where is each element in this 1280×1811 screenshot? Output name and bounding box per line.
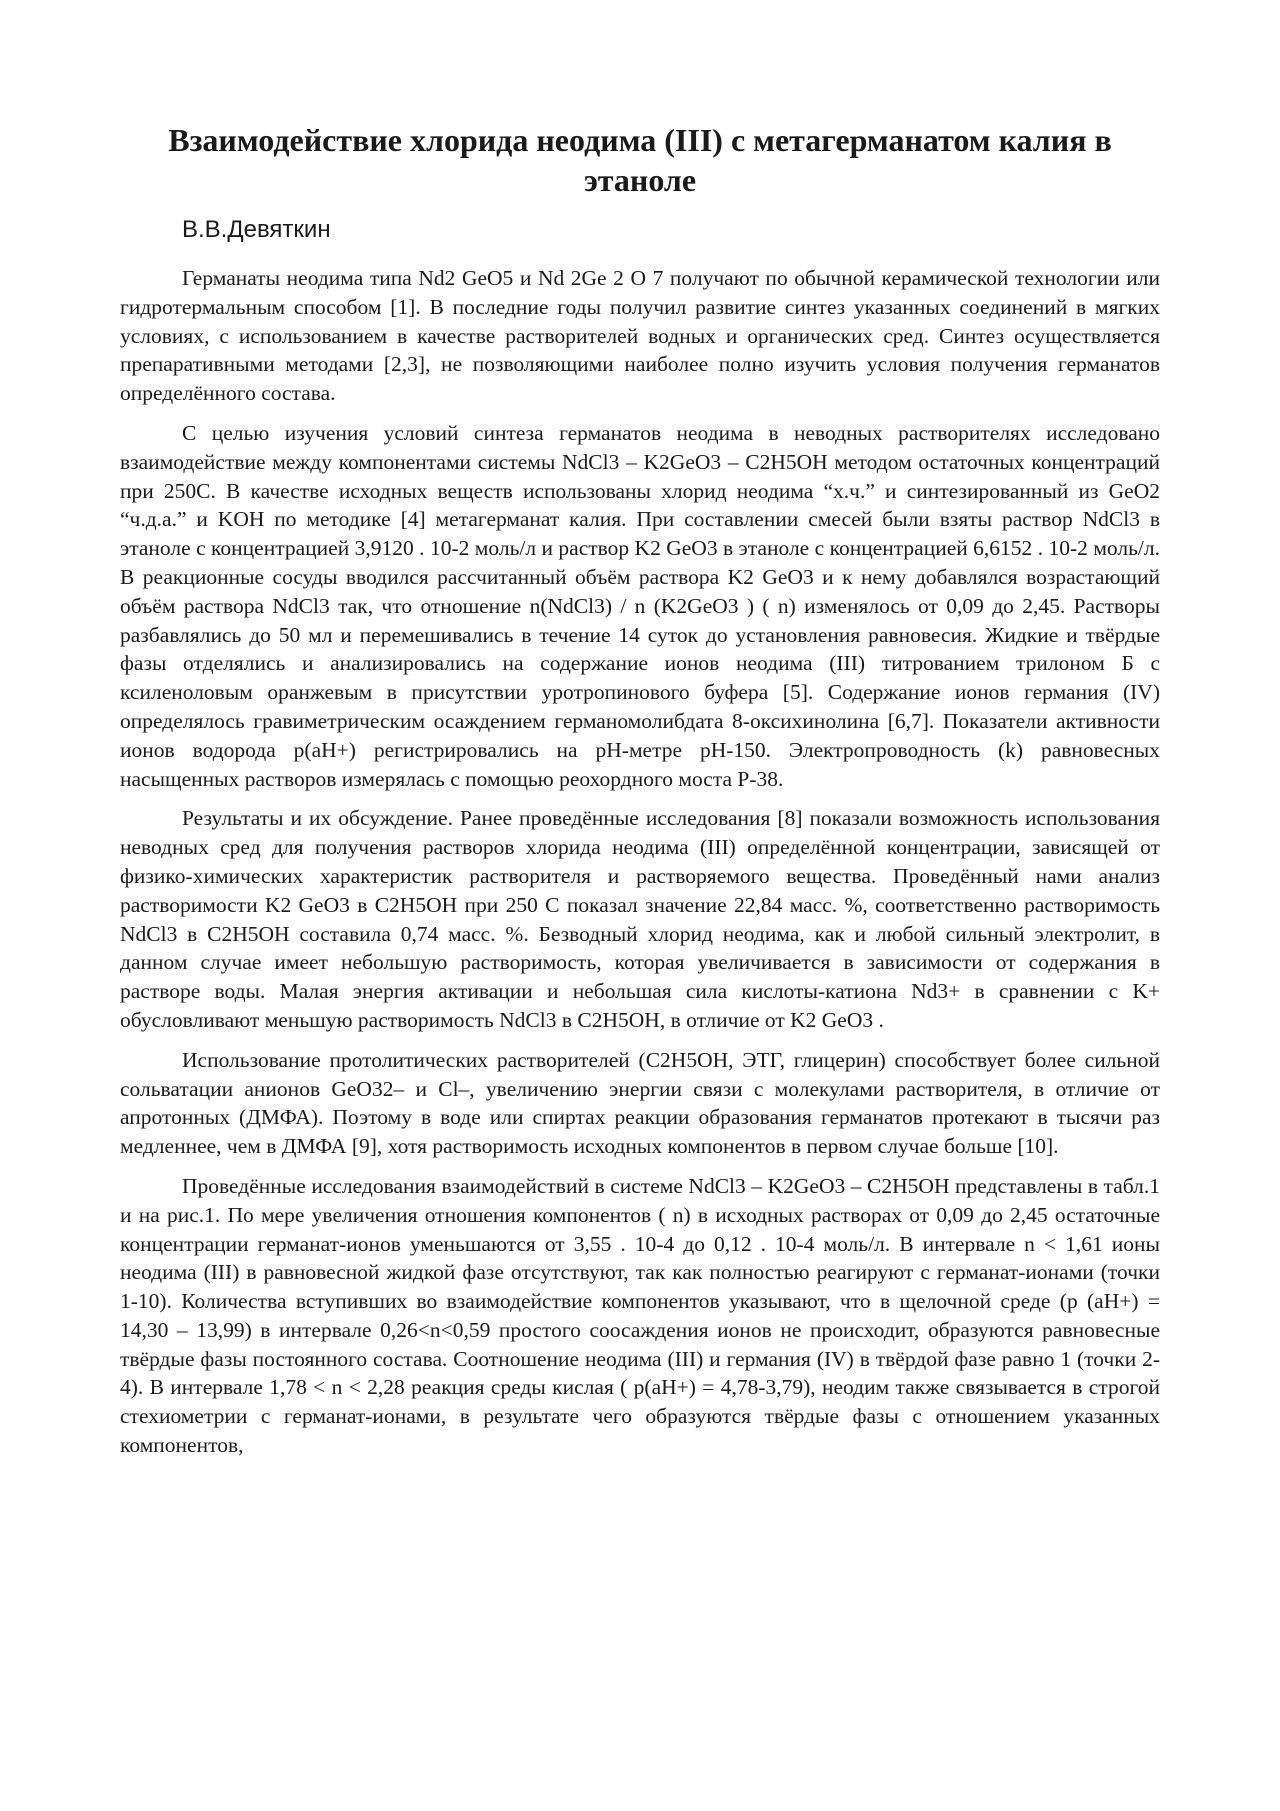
author-name: В.В.Девяткин <box>182 216 331 243</box>
paragraph-3: Результаты и их обсуждение. Ранее проведённые исследования [8] показали возможность использования неводных сред для получения растворов хлорида неодима (III) определённой концентрации, зависящей от физико-химических характеристик растворителя и растворяемого вещества. Проведённый нами анализ растворимости K2 GeO3 в C2H5OH при 250 С показал значение 22,84 масс. %, соответственно растворимость NdCl3 в C2H5OH составила 0,74 масс. %. Безводный хлорид неодима, как и любой сильный электролит, в данном случае имеет небольшую растворимость, которая увеличивается в зависимости от содержания в растворе воды. Малая энергия активации и небольшая сила кислоты-катиона Nd3+ в сравнении с K+ обусловливают меньшую растворимость NdCl3 в C2H5OH, в отличие от K2 GeO3 . <box>120 806 1160 1032</box>
document-page <box>120 120 1160 1471</box>
paragraph-1: Германаты неодима типа Nd2 GeO5 и Nd 2Ge 2 O 7 получают по обычной керамической технологии или гидротермальным способом [1]. В последние годы получил развитие синтез указанных соединений в мягких условиях, с использованием в качестве растворителей водных и органических сред. Синтез осуществляется препаративными методами [2,3], не позволяющими наиболее полно изучить условия получения германатов определённого состава. <box>120 266 1160 406</box>
document-title: Взаимодействие хлорида неодима (III) с метагерманатом калия в этаноле <box>168 122 1112 198</box>
paragraph-2: С целью изучения условий синтеза германатов неодима в неводных растворителях исследовано взаимодействие между компонентами системы NdCl3 – K2GeO3 – C2H5OH методом остаточных концентраций при 250С. В качестве исходных веществ использованы хлорид неодима “х.ч.” и синтезированный из GeO2 “ч.д.а.” и KOH по методике [4] метагерманат калия. При составлении смесей были взяты раствор NdCl3 в этаноле с концентрацией 3,9120 . 10-2 моль/л и раствор K2 GeO3 в этаноле с концентрацией 6,6152 . 10-2 моль/л. В реакционные сосуды вводился рассчитанный объём раствора K2 GeO3 и к нему добавлялся возрастающий объём раствора NdCl3 так, что отношение n(NdCl3) / n (K2GeO3 ) ( n) изменялось от 0,09 до 2,45. Растворы разбавлялись до 50 мл и перемешивались в течение 14 суток до установления равновесия. Жидкие и твёрдые фазы отделялись и анализировались на содержание ионов неодима (III) титрованием трилоном Б с ксиленоловым оранжевым в присутствии уротропинового буфера [5]. Содержание ионов германия (IV) определялось гравиметрическим осаждением германомолибдата 8-оксихинолина [6,7]. Показатели активности ионов водорода p(aH+) регистрировались на pH-метре pH-150. Электропроводность (k) равновесных насыщенных растворов измерялась с помощью реохордного моста Р-38. <box>120 420 1160 791</box>
paragraph-4: Использование протолитических растворителей (C2H5OH, ЭТГ, глицерин) способствует более сильной сольватации анионов GeO32– и Cl–, увеличению энергии связи с молекулами растворителя, в отличие от апротонных (ДМФА). Поэтому в воде или спиртах реакции образования германатов протекают в тысячи раз медленнее, чем в ДМФА [9], хотя растворимость исходных компонентов в первом случае больше [10]. <box>120 1047 1160 1159</box>
paragraph-5: Проведённые исследования взаимодействий в системе NdCl3 – K2GeO3 – C2H5OH представлены в табл.1 и на рис.1. По мере увеличения отношения компонентов ( n) в исходных растворах от 0,09 до 2,45 остаточные концентрации германат-ионов уменьшаются от 3,55 . 10-4 до 0,12 . 10-4 моль/л. В интервале n < 1,61 ионы неодима (III) в равновесной жидкой фазе отсутствуют, так как полностью реагируют с германат-ионами (точки 1-10). Количества вступивших во взаимодействие компонентов указывают, что в щелочной среде (p (aH+) = 14,30 – 13,99) в интервале 0,26<n<0,59 простого соосаждения ионов не происходит, образуются равновесные твёрдые фазы постоянного состава. Соотношение неодима (III) и германия (IV) в твёрдой фазе равно 1 (точки 2-4). В интервале 1,78 < n < 2,28 реакция среды кислая ( p(aH+) = 4,78-3,79), неодим также связывается в строгой стехиометрии с германат-ионами, в результате чего образуются твёрдые фазы с отношением указанных компонентов, <box>120 1173 1160 1458</box>
